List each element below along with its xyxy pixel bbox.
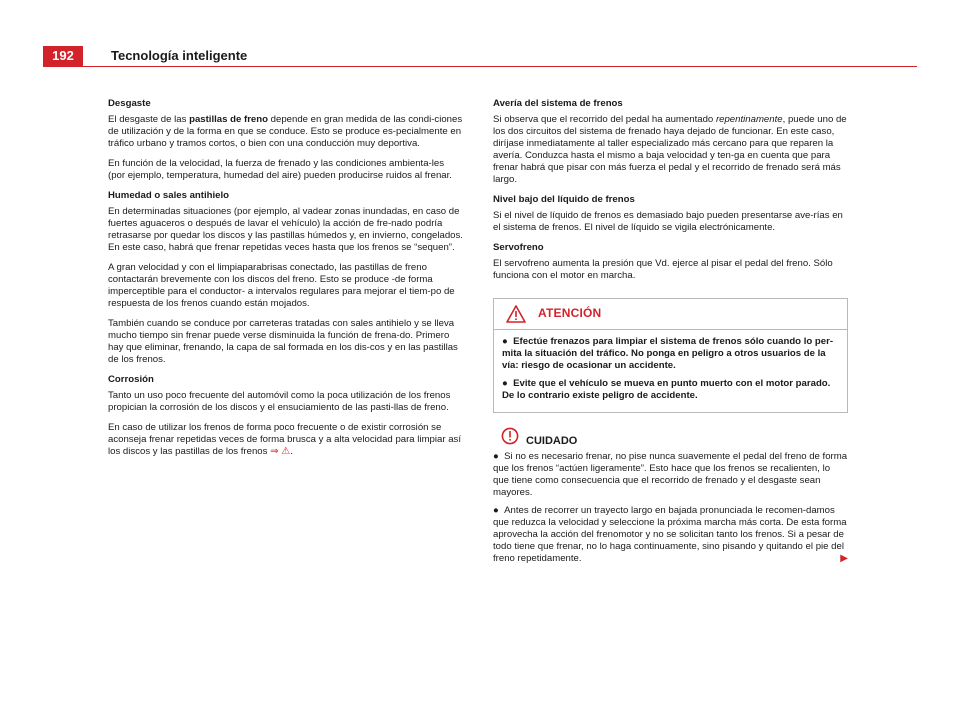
warning-title: ATENCIÓN [538,306,602,320]
text-run: En caso de utilizar los frenos de forma poco frecuente o de existir corrosión se aconseja frenar repetidas veces de forma brusca y a alta velocidad para limpiar así los discos y las pastillas de los frenos [108,422,462,457]
paragraph: En función de la velocidad, la fuerza de frenado y las condiciones ambienta-les (por ejemplo, temperatura, humedad del aire) pueden producirse ruidos al frenar. [108,158,452,181]
paragraph: También cuando se conduce por carreteras tratadas con sales antihielo y se lleva mucho tiempo sin frenar puede verse disminuida la función de frena-do. Primero hay que eliminar, frenando, la capa de sal formada en los dis-cos y en las pastillas de los frenos. [108,318,458,365]
paragraph: A gran velocidad y con el limpiaparabrisas conectado, las pastillas de freno contactarán brevemente con los discos del freno. Esto se produce -de forma imperceptible para el conductor- a intervalos regulares para mejorar el tiem-po de respuesta de los frenos cuando están mojados. [108,262,455,309]
continue-arrow-icon: ▶ [840,553,848,564]
page-number: 192 [43,46,83,66]
caution-item-text: Antes de recorrer un trayecto largo en bajada pronunciada le recomen-damos que reduzca la velocidad y seleccione la próxima marcha más corta. De esta forma aprovecha la acción del frenomotor y no se solicitan tanto los frenos. Si a pesar de todo tiene que frenar, no lo haga continuamente, sino pisando y quitando el pie del freno repetidamente. [493,505,847,564]
section-heading: Corrosión [108,374,154,385]
caution-item-text: Si no es necesario frenar, no pise nunca suavemente el pedal del freno de forma que los frenos “actúen ligeramente”. Esto hace que los frenos se recalienten, lo que tiene como consecuencia que el recorrido de frenado y el desgaste sean mayores. [493,451,848,498]
right-column [493,98,848,565]
warning-body [494,330,847,412]
bullet-icon: ● [493,505,499,516]
page-header [43,46,917,66]
caution-header [493,427,848,451]
section-heading: Humedad o sales antihielo [108,190,230,201]
paragraph: Si el nivel de líquido de frenos es demasiado bajo pueden presentarse ave-rías en el sistema de frenos. El nivel de líquido se vigila electrónicamente. [493,210,843,233]
caution-body [493,451,848,565]
right-text [493,98,848,282]
section-heading: Avería del sistema de frenos [493,98,623,109]
paragraph: Tanto un uso poco frecuente del automóvil como la poca utilización de los frenos propician la corrosión de los discos y el ensuciamiento de las pasti-llas de freno. [108,390,451,413]
paragraph: En determinadas situaciones (por ejemplo, al vadear zonas inundadas, en caso de fuertes aguaceros o después de lavar el vehículo) la acción de fre-nado podría retrasarse por quedar los discos y las pastillas húmedos y, en invierno, congelados. En este caso, habrá que frenar repetidas veces hasta que los frenos se “sequen”. [108,206,463,253]
text-run: repentinamente [715,114,783,125]
warning-ref-icon: ⇒ [270,446,279,457]
bullet-icon: ● [502,336,508,347]
header-rule [43,66,917,67]
warning-ref-icon: ⚠ [278,446,291,457]
text-run: , puede uno de los dos circuitos del sistema de frenado haya dejado de funcionar. En este caso, diríjase inmediatamente al taller especializado más cercano para que reparen la avería. Conduzca hasta el mismo a baja velocidad y ten-ga en cuenta que para frenar habrá que pisar con más fuerza el pedal y el recorrido de frenado será más largo. [493,114,847,185]
caution-item [493,505,848,565]
warning-item-text: Evite que el vehículo se mueva en punto muerto con el motor parado. De lo contrario existe peligro de accidente. [502,378,831,401]
caution-title: CUIDADO [526,435,578,447]
text-run: depende en gran medida de las condi-ciones de utilización y de la forma en que se conduce. Esto se produce es-pecialmente en tráfico urbano y tramos cortos, o bien con una conducción muy deportiva. [108,114,463,149]
paragraph [493,114,848,186]
text-run: pastillas de freno [189,114,268,125]
warning-item [502,336,839,372]
paragraph: El servofreno aumenta la presión que Vd. ejerce al pisar el pedal del freno. Sólo funciona con el motor en marcha. [493,258,833,281]
caution-item [493,451,848,499]
left-column [108,98,463,466]
section-heading: Nivel bajo del líquido de frenos [493,194,635,205]
paragraph [108,114,463,150]
text-run: Si observa que el recorrido del pedal ha aumentado [493,114,716,125]
bullet-icon: ● [493,451,499,462]
bullet-icon: ● [502,378,508,389]
warning-header [494,299,847,330]
caution-exclamation-icon [501,427,519,445]
chapter-title: Tecnología inteligente [111,48,248,63]
warning-item [502,378,839,402]
text-run: El desgaste de las [108,114,190,125]
section-heading: Servofreno [493,242,544,253]
warning-box [493,298,848,413]
section-heading: Desgaste [108,98,151,109]
text-run: . [290,446,293,457]
warning-item-text: Efectúe frenazos para limpiar el sistema de frenos sólo cuando lo per-mita la situación del tráfico. No ponga en peligro a otros usuarios de la vía: riesgo de ocasionar un accidente. [502,336,834,371]
warning-triangle-icon [506,305,526,323]
paragraph [108,422,463,458]
